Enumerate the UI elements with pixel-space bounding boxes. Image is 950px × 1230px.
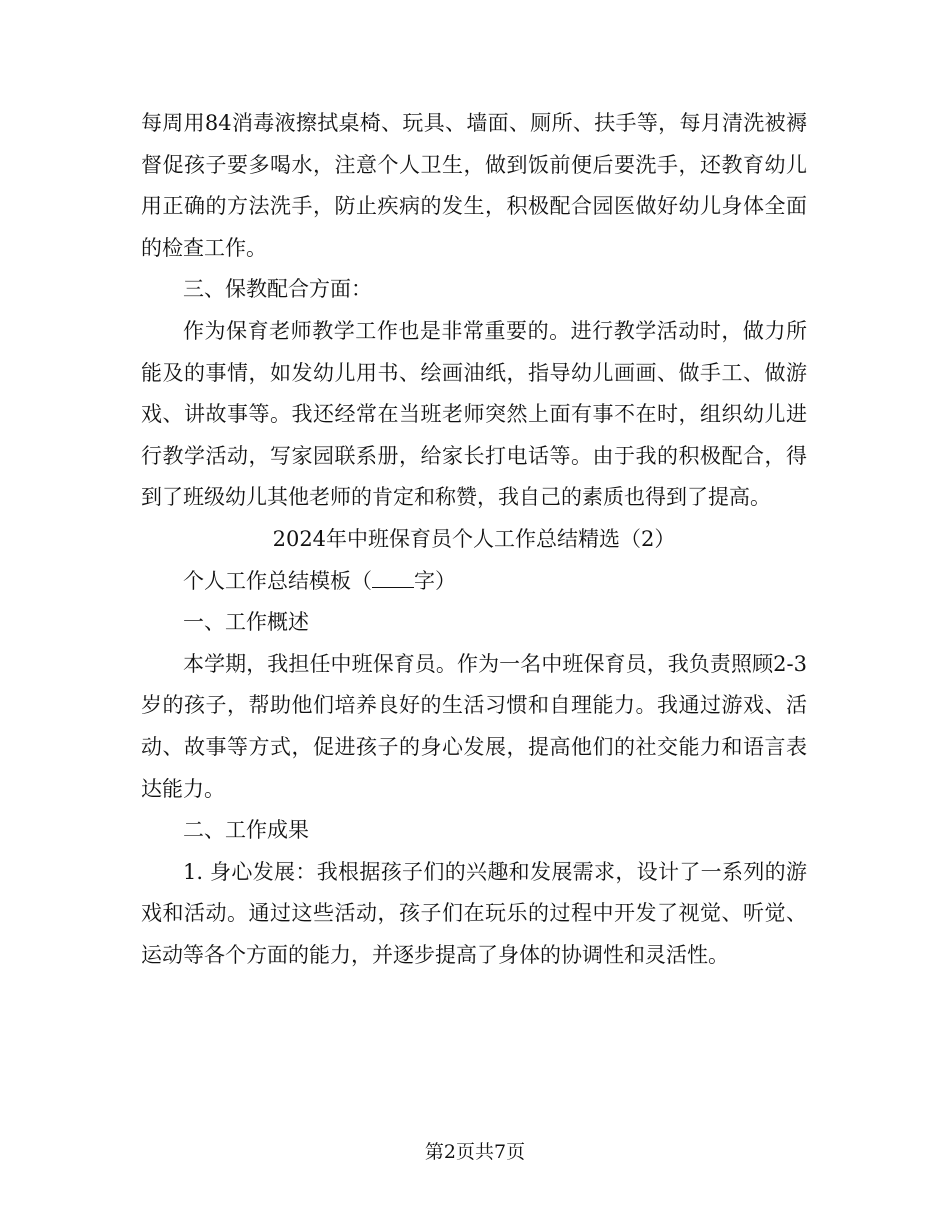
blank-underline [372, 569, 414, 588]
paragraph-cooperation: 作为保育老师教学工作也是非常重要的。进行教学活动时，做力所能及的事情，如发幼儿用书、绘画油纸，指导幼儿画画、做手工、做游戏、讲故事等。我还经常在当班老师突然上面有事不在时，组织幼儿进行教学活动，写家园联系册，给家长打电话等。由于我的积极配合，得到了班级幼儿其他老师的肯定和称赞，我自己的素质也得到了提高。 [141, 318, 807, 510]
page-indicator: 第2页共7页 [424, 1141, 526, 1163]
section-title: 2024年中班保育员个人工作总结精选（2） [272, 526, 676, 551]
heading-results: 二、工作成果 [183, 818, 309, 843]
template-line-before: 个人工作总结模板（ [183, 568, 372, 593]
template-line-after: 字） [414, 568, 456, 593]
paragraph-hygiene: 每周用84消毒液擦拭桌椅、玩具、墙面、厕所、扶手等，每月清洗被褥督促孩子要多喝水，注意个人卫生，做到饭前便后要洗手，还教育幼儿用正确的方法洗手，防止疾病的发生，积极配合园医做好幼儿身体全面的检查工作。 [141, 111, 807, 260]
heading-overview: 一、工作概述 [183, 610, 309, 635]
template-line [141, 561, 807, 603]
heading-cooperation: 三、保教配合方面： [183, 277, 372, 302]
paragraph-overview: 本学期，我担任中班保育员。作为一名中班保育员，我负责照顾2-3岁的孩子，帮助他们培养良好的生活习惯和自理能力。我通过游戏、活动、故事等方式，促进孩子的身心发展，提高他们的社交能力和语言表达能力。 [141, 651, 807, 801]
document-body [141, 103, 807, 976]
paragraph-results-1: 1. 身心发展：我根据孩子们的兴趣和发展需求，设计了一系列的游戏和活动。通过这些活动，孩子们在玩乐的过程中开发了视觉、听觉、运动等各个方面的能力，并逐步提高了身体的协调性和灵活性。 [141, 859, 807, 967]
